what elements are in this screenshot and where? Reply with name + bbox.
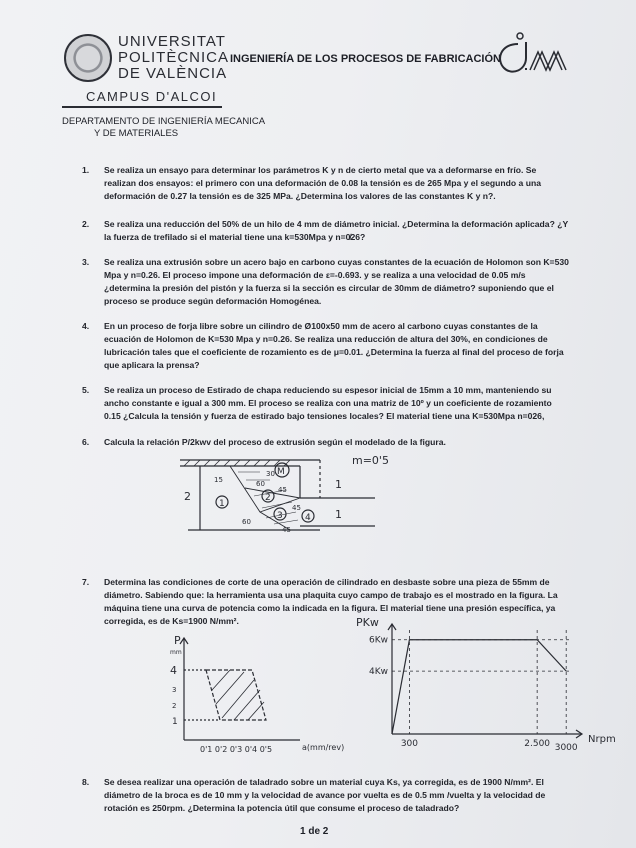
y-tick-label: 1 xyxy=(172,717,178,727)
x-tick-label: 2.500 xyxy=(524,739,551,749)
question-number: 2. xyxy=(82,219,90,229)
question-text: Calcula la relación P/2kwv del proceso de extrusión según el modelado de la figura. xyxy=(104,437,446,447)
university-seal-logo xyxy=(64,34,112,82)
height-right-top-label: 1 xyxy=(335,478,342,491)
chart-axes xyxy=(388,624,582,738)
question-number: 7. xyxy=(82,577,90,587)
tool-working-range-figure xyxy=(160,632,360,762)
y-tick-label: 4Kw xyxy=(369,667,388,678)
question-text: Se realiza un proceso de Estirado de chapa reduciendo su espesor inicial de 15mm a 10 mm, manteniendo su ancho constante e igual a 300 mm. El proceso se realiza con una matriz de 10º y un coeficiente de rozamiento 0.15 ¿Calcula la tensión y fuerza de estirado bajo tensiones locales? El material tiene una K=530Mpa n=026, xyxy=(104,385,552,421)
department-logo xyxy=(490,30,570,80)
question-text: Se realiza una reducción del 50% de un hilo de 4 mm de diámetro inicial. ¿Determina la deformación aplicada? ¿Y la fuerza de trefilado si el material tiene una k=530Mpa y n=0̸26? xyxy=(104,219,569,242)
campus-name: CAMPUS D'ALCOI xyxy=(86,89,218,104)
y-tick-label: 4 xyxy=(170,664,177,677)
height-right-bottom-label: 1 xyxy=(335,508,342,521)
angle-label: 60 xyxy=(242,518,251,526)
angle-label: 45 xyxy=(282,526,291,534)
question-text: Se realiza un ensayo para determinar los parámetros K y n de cierto metal que va a deformarse en frío. Se realizan dos ensayos: el primero con una deformación de 0.08 la tensión es de 265 Mpa y el segundo a una deformación de 0.27 la tensión es de 325 MPa. ¿Determina los valores de las constantes K y n?. xyxy=(104,165,541,201)
department-name xyxy=(62,116,265,140)
question-number: 4. xyxy=(82,321,90,331)
header-rule xyxy=(62,106,222,108)
department-line-2: Y DE MATERIALES xyxy=(94,128,179,139)
angle-label: 30 xyxy=(266,470,275,478)
question-number: 5. xyxy=(82,385,90,395)
y-tick-label: 6Kw xyxy=(369,635,388,646)
angle-label: 15 xyxy=(214,476,223,484)
power-curve-chart xyxy=(352,610,622,760)
angle-label: 45 xyxy=(278,486,287,494)
zone-m-label: M xyxy=(277,467,285,477)
x-tick-labels: 0'1 0'2 0'3 0'4 0'5 xyxy=(200,745,273,754)
x-tick-label: 300 xyxy=(400,739,419,749)
page-number: 1 de 2 xyxy=(300,826,329,837)
university-line-1: UNIVERSITAT xyxy=(118,33,226,50)
department-line-1: DEPARTAMENTO DE INGENIERÍA MECANICA xyxy=(62,116,266,127)
question-text: Se desea realizar una operación de taladrado sobre un material cuya Ks, ya corregida, es de 1900 N/mm². El diámetro de la broca es de 10 mm y la velocidad de avance por vuelta es de 0.5 mm /vuelta y la velocidad de rotación es 250rpm. ¿Determina la potencia útil que consume el proceso de taladrado? xyxy=(104,777,546,813)
x-axis-label: a(mm/rev) xyxy=(302,743,345,752)
zone-2-label: 2 xyxy=(265,493,271,503)
friction-label: m=0'5 xyxy=(352,454,389,467)
question-text: Determina las condiciones de corte de una operación de cilindrado en desbaste sobre una pieza de 55mm de diámetro. Sabiendo que: la herramienta usa una plaquita cuyo campo de trabajo es el mostrado en la figura. La máquina tiene una curva de potencia como la indicada en la figura. El material tiene una presión específica, ya corregida, es de Ks=1900 N/mm². xyxy=(104,577,558,626)
extrusion-figure xyxy=(170,452,400,552)
chart-x-axis-label: Nrpm xyxy=(588,734,616,745)
university-line-3: DE VALÈNCIA xyxy=(118,65,228,82)
zone-4-label: 4 xyxy=(305,513,311,523)
university-line-2: POLITÈCNICA xyxy=(118,49,230,66)
zone-3-label: 3 xyxy=(277,511,283,521)
question-number: 6. xyxy=(82,437,90,447)
question-number: 3. xyxy=(82,257,90,267)
height-left-label: 2 xyxy=(184,490,191,503)
question-number: 1. xyxy=(82,165,90,175)
y-tick-label: 3 xyxy=(172,686,177,694)
zone-1-label: 1 xyxy=(219,499,225,509)
y-axis-unit: mm xyxy=(170,649,182,656)
question-text: Se realiza una extrusión sobre un acero bajo en carbono cuyas constantes de la ecuación de Holomon son K=530 Mpa y n=0.26. El proceso impone una deformación de ε=-0.693. y se realiza a una velocidad de 0.05 m/s ¿determina la presión del pistón y la fuerza si la sección es circular de 30mm de diámetro? suponiendo que el proceso se produce según deformación Homogénea. xyxy=(104,257,569,306)
y-axis-label: P xyxy=(174,634,181,647)
series-line-power xyxy=(392,640,566,734)
question-text: En un proceso de forja libre sobre un cilindro de Ø100x50 mm de acero al carbono cuyas constantes de la ecuación de Holomon de K=530 Mpa y n=0.26. Se realiza una reducción de altura del 30%, en condiciones de lubricación tales que el coeficiente de rozamiento es de μ=0.01. ¿Determina la fuerza al final del proceso de forja que aplicara la prensa? xyxy=(104,321,564,370)
x-tick-label: 3000 xyxy=(554,743,578,753)
angle-label: 45 xyxy=(292,504,301,512)
course-title: INGENIERÍA DE LOS PROCESOS DE FABRICACIÓN xyxy=(230,53,501,65)
angle-label: 60 xyxy=(256,480,265,488)
y-tick-label: 2 xyxy=(172,702,177,710)
university-name xyxy=(118,34,229,82)
question-number: 8. xyxy=(82,777,90,787)
chart-y-axis-label: PKw xyxy=(356,616,379,629)
